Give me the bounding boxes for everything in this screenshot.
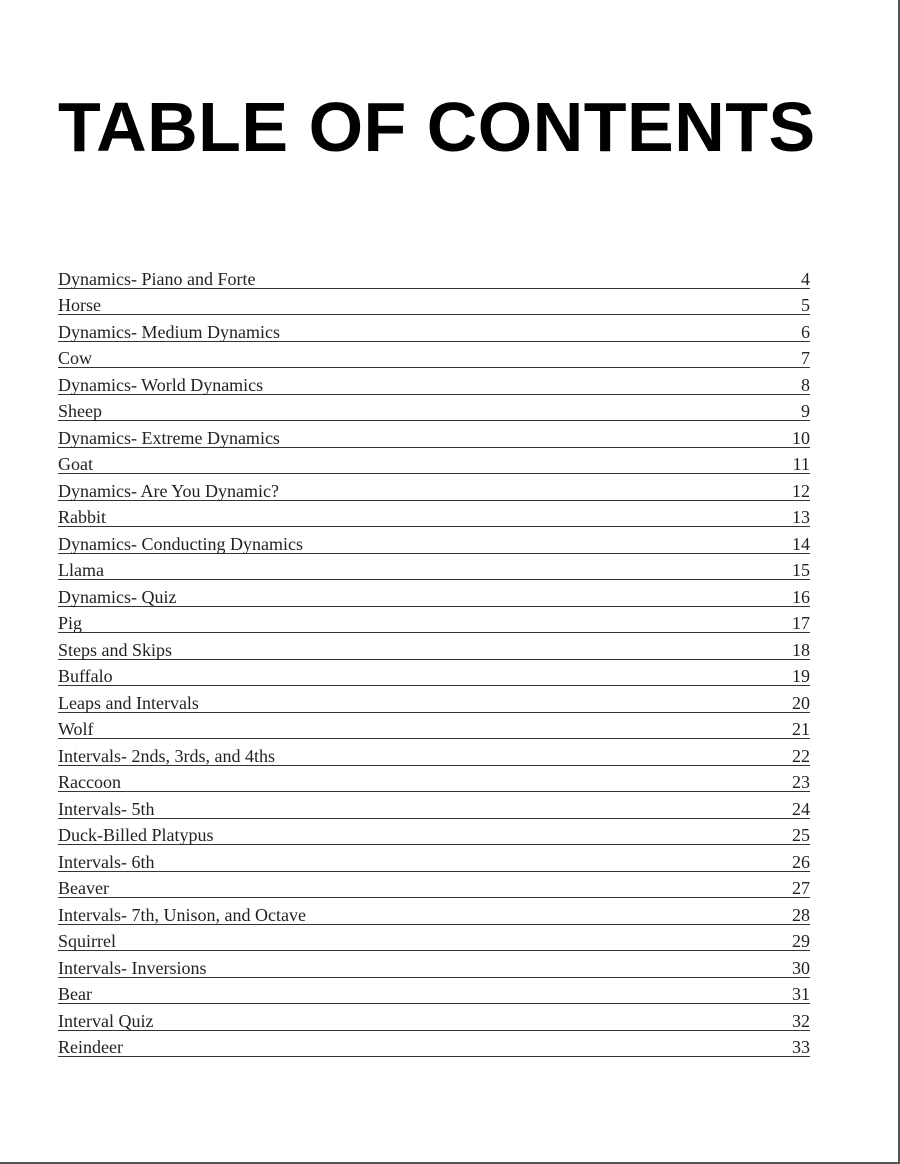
toc-entry-page-number: 31 xyxy=(792,984,810,1004)
toc-entry-page-number: 26 xyxy=(792,851,810,872)
toc-entry-title: Pig xyxy=(58,613,83,633)
toc-entry[interactable] xyxy=(58,739,810,766)
toc-entry[interactable] xyxy=(58,421,810,448)
toc-entry-page-number: 27 xyxy=(792,878,810,898)
toc-entry[interactable] xyxy=(58,792,810,819)
toc-entry-title: Cow xyxy=(58,348,93,368)
toc-entry-page-number: 28 xyxy=(792,904,810,925)
toc-entry[interactable] xyxy=(58,686,810,713)
toc-entry[interactable] xyxy=(58,925,810,952)
toc-entry-title: Leaps and Intervals xyxy=(58,692,199,713)
toc-entry[interactable] xyxy=(58,474,810,501)
toc-entry-page-number: 17 xyxy=(792,613,810,633)
toc-entry-title: Intervals- 6th xyxy=(58,851,155,872)
toc-entry[interactable] xyxy=(58,819,810,846)
toc-entry-title: Llama xyxy=(58,560,104,580)
toc-entry[interactable] xyxy=(58,554,810,581)
toc-entry[interactable] xyxy=(58,766,810,793)
toc-entry-page-number: 4 xyxy=(801,268,810,289)
toc-entry[interactable] xyxy=(58,527,810,554)
toc-entry-title: Squirrel xyxy=(58,931,116,951)
toc-entry-page-number: 16 xyxy=(792,586,810,607)
toc-entry-title: Intervals- 2nds, 3rds, and 4ths xyxy=(58,745,275,766)
toc-entry-title: Beaver xyxy=(58,878,109,898)
toc-entry-title: Dynamics- Medium Dynamics xyxy=(58,321,280,342)
toc-entry[interactable] xyxy=(58,978,810,1005)
toc-entry-title: Reindeer xyxy=(58,1037,123,1057)
toc-entry[interactable] xyxy=(58,315,810,342)
toc-entry-title: Rabbit xyxy=(58,507,106,527)
toc-entry[interactable] xyxy=(58,951,810,978)
toc-entry[interactable] xyxy=(58,580,810,607)
toc-entry-title: Intervals- 7th, Unison, and Octave xyxy=(58,904,306,925)
toc-entry-page-number: 18 xyxy=(792,639,810,660)
toc-entry[interactable] xyxy=(58,262,810,289)
toc-entry-page-number: 6 xyxy=(801,321,810,342)
toc-entry-title: Intervals- Inversions xyxy=(58,957,207,978)
toc-entry[interactable] xyxy=(58,501,810,528)
toc-entry-title: Wolf xyxy=(58,719,94,739)
toc-list xyxy=(58,262,810,1057)
toc-entry-title: Horse xyxy=(58,295,101,315)
toc-entry[interactable] xyxy=(58,607,810,634)
toc-entry-page-number: 5 xyxy=(801,295,810,315)
toc-entry-page-number: 11 xyxy=(792,454,810,474)
toc-entry[interactable] xyxy=(58,872,810,899)
toc-entry-page-number: 29 xyxy=(792,931,810,951)
toc-entry-page-number: 22 xyxy=(792,745,810,766)
toc-entry-page-number: 19 xyxy=(792,666,810,686)
toc-entry[interactable] xyxy=(58,845,810,872)
toc-entry[interactable] xyxy=(58,713,810,740)
toc-entry-title: Goat xyxy=(58,454,93,474)
toc-entry[interactable] xyxy=(58,1004,810,1031)
toc-entry[interactable] xyxy=(58,448,810,475)
toc-entry-page-number: 13 xyxy=(792,507,810,527)
toc-entry-title: Dynamics- World Dynamics xyxy=(58,374,264,395)
toc-entry-page-number: 33 xyxy=(792,1037,810,1057)
toc-entry-title: Intervals- 5th xyxy=(58,798,155,819)
toc-entry-title: Dynamics- Conducting Dynamics xyxy=(58,533,303,554)
toc-entry-page-number: 15 xyxy=(792,560,810,580)
toc-entry-title: Dynamics- Are You Dynamic? xyxy=(58,480,279,501)
toc-entry-title: Duck-Billed Platypus xyxy=(58,825,214,845)
toc-entry-page-number: 21 xyxy=(792,719,810,739)
toc-entry[interactable] xyxy=(58,1031,810,1058)
toc-entry[interactable] xyxy=(58,289,810,316)
toc-entry[interactable] xyxy=(58,395,810,422)
toc-entry-page-number: 20 xyxy=(792,692,810,713)
toc-entry-title: Interval Quiz xyxy=(58,1010,154,1031)
toc-entry-page-number: 9 xyxy=(801,401,810,421)
page-title: TABLE OF CONTENTS xyxy=(58,88,816,166)
toc-entry[interactable] xyxy=(58,898,810,925)
toc-entry-page-number: 32 xyxy=(792,1010,810,1031)
toc-entry-page-number: 24 xyxy=(792,798,810,819)
toc-entry-title: Bear xyxy=(58,984,92,1004)
toc-entry[interactable] xyxy=(58,368,810,395)
toc-entry[interactable] xyxy=(58,633,810,660)
toc-entry[interactable] xyxy=(58,660,810,687)
toc-entry-title: Sheep xyxy=(58,401,102,421)
toc-entry-title: Dynamics- Piano and Forte xyxy=(58,268,256,289)
toc-entry-page-number: 8 xyxy=(801,374,810,395)
toc-entry-page-number: 7 xyxy=(801,348,810,368)
toc-entry-page-number: 12 xyxy=(792,480,810,501)
toc-entry-title: Dynamics- Extreme Dynamics xyxy=(58,427,280,448)
toc-entry-page-number: 30 xyxy=(792,957,810,978)
toc-entry[interactable] xyxy=(58,342,810,369)
toc-entry-title: Buffalo xyxy=(58,666,113,686)
toc-entry-title: Dynamics- Quiz xyxy=(58,586,177,607)
toc-entry-title: Raccoon xyxy=(58,772,121,792)
toc-entry-page-number: 10 xyxy=(792,427,810,448)
toc-entry-page-number: 14 xyxy=(792,533,810,554)
toc-entry-page-number: 25 xyxy=(792,825,810,845)
toc-entry-page-number: 23 xyxy=(792,772,810,792)
toc-entry-title: Steps and Skips xyxy=(58,639,173,660)
